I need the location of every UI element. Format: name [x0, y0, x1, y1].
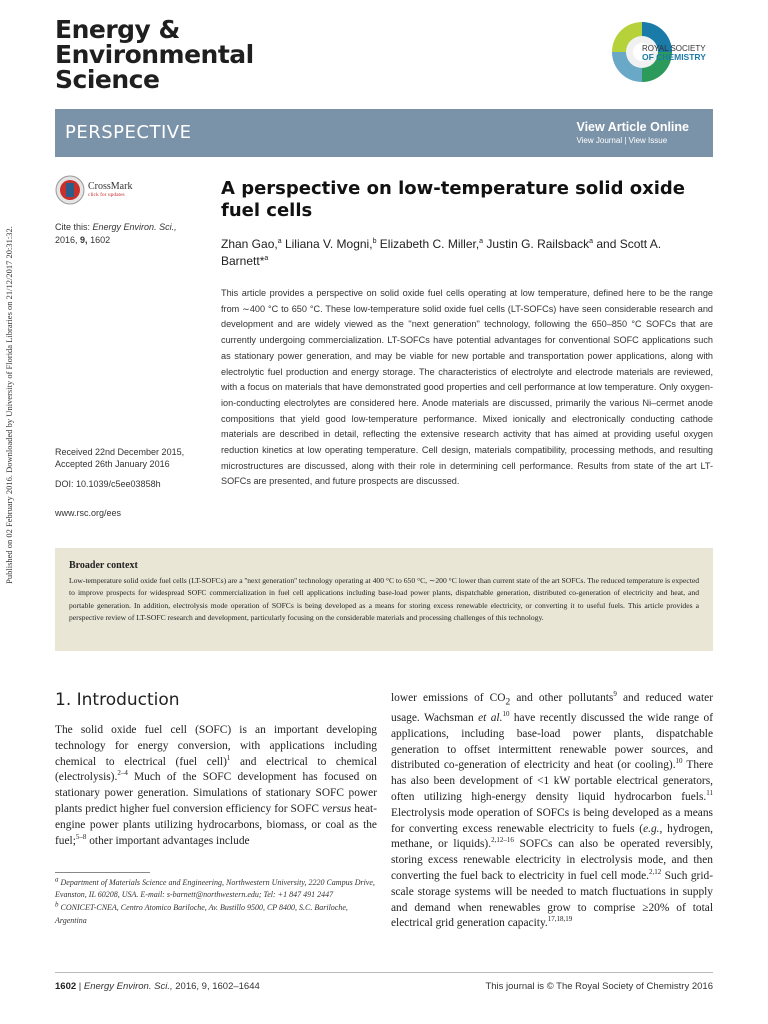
view-journal-issue-links[interactable]: View Journal | View Issue	[576, 136, 668, 145]
page-footer-left	[55, 981, 260, 992]
broader-context-text: Low-temperature solid oxide fuel cells (LT-SOFCs) are a ''next generation'' technology operating at 400 °C to 650 °C, ∼200 °C lower than current state of the art SOFCs. The reduced temperature is expected to improve prospects for widespread SOFC commercialization in fuel cell applications including base-load power plants, dispatchable generation, distributed co-generation of electricity and heat, and portable generation. In addition, electrolysis mode operation of SOFCs is being developed as a means for storing excess renewable electricity, or converting it to useful fuels. This article provides a perspective review of LT-SOFC research and development, particularly focusing on the considerable materials and processing challenges of this technology.	[69, 576, 699, 623]
crossmark-title: CrossMark	[88, 181, 133, 192]
view-article-online-link[interactable]: View Article Online	[576, 120, 689, 134]
footer-journal: Energy Environ. Sci.,	[83, 981, 173, 992]
citation-info	[55, 221, 205, 247]
rsc-logo-line2: OF CHEMISTRY	[642, 52, 706, 62]
broader-context-box	[55, 548, 713, 651]
author-list: Zhan Gao,$^a$ Liliana V. Mogni,$^b$ Elizabeth C. Miller,$^a$ Justin G. Railsback$^a$ and Scott A. Barnett*$^a$	[221, 237, 662, 268]
rsc-logo-line1: ROYAL SOCIETY	[642, 44, 706, 53]
article-type-label: PERSPECTIVE	[65, 122, 192, 143]
body-text-left-column: The solid oxide fuel cell (SOFC) is an important developing technology for energy conversion, with applications including chemical to electrical (fuel cell)$^1$ and electrical to chemical (electrolysis).$^{2-4}$ Much of the SOFC development has focused on stationary power generation. Simulations of stationary SOFC power plants predict higher fuel conversion efficiency for SOFC versus heat-engine power plants utilizing hydrocarbons, biomass, or coal as the fuel;$^{5-8}$ other important advantages include	[55, 724, 377, 847]
cite-pages: 1602	[90, 235, 111, 245]
accepted-date: Accepted 26th January 2016	[55, 459, 170, 469]
copyright-notice: This journal is © The Royal Society of Chemistry 2016	[485, 981, 713, 992]
crossmark-icon[interactable]	[55, 175, 85, 205]
footer-divider	[55, 972, 713, 973]
rsc-logo-text	[642, 44, 706, 62]
journal-website-link[interactable]: www.rsc.org/ees	[55, 508, 122, 518]
cite-journal: Energy Environ. Sci.,	[92, 222, 177, 232]
cite-prefix: Cite this:	[55, 222, 91, 232]
footnote-affiliation-a: $^a$ Department of Materials Science and Engineering, Northwestern University, 2220 Campus Drive, Evanston, IL 60208, USA. E-mail: s-barnett@northwestern.edu; Tel: +1 847 491 2447	[55, 875, 375, 900]
journal-title-line2: Environmental	[55, 40, 254, 69]
doi[interactable]: DOI: 10.1039/c5ee03858h	[55, 479, 161, 489]
journal-title-line3: Science	[55, 65, 160, 94]
abstract: This article provides a perspective on solid oxide fuel cells operating at low temperature, defined here to be the range from ∼400 °C to 650 °C. These low-temperature solid oxide fuel cells (LT-SOFCs) have seen considerable research and development and are widely viewed as the ''next generation'' technology, following the 650–850 °C SOFCs that are currently undergoing commercialization. LT-SOFCs have potential advantages for conventional SOFC applications such as stationary power generation, and may be viable for new portable and transportation power applications, along with electrolytic fuel production and energy storage. The characteristics of electrolyte and electrode materials are reviewed, with a focus on materials that have demonstrated good properties and cell performance at low temperature. Only oxygen-ion-conducting electrolytes are considered here. Anode materials are discussed, primarily the various Ni–cermet anode compositions that yield good low-temperature performance. Mixed ionically and electronically conducting cathode materials are described in detail, reflecting the extensive research activity that has aimed at providing useful oxygen reduction kinetics at low operating temperature. Cell design, materials compatibility, processing methods, and resulting microstructures are discussed, along with their role in determining cell performance. Results from state of the art LT-SOFCs are presented, and future prospects are discussed.	[221, 288, 713, 487]
footnote-affiliation-b: $^b$ CONICET-CNEA, Centro Atomico Bariloche, Av. Bustillo 9500, CP 8400, S.C. Bariloche, Argentina	[55, 900, 348, 925]
crossmark-subtitle: click for updates	[88, 192, 125, 198]
cite-year: 2016,	[55, 235, 78, 245]
journal-title-line1: Energy &	[55, 15, 180, 44]
received-dates	[55, 446, 215, 470]
section-heading-introduction: 1. Introduction	[55, 690, 180, 710]
footer-separator: |	[78, 981, 82, 992]
received-date: Received 22nd December 2015,	[55, 447, 185, 457]
crossmark-label[interactable]	[88, 181, 132, 198]
affiliation-footnotes	[55, 877, 377, 928]
broader-context-title: Broader context	[69, 560, 138, 571]
page-number: 1602	[55, 981, 77, 992]
view-online-block	[576, 120, 689, 145]
article-title: A perspective on low-temperature solid oxide fuel cells	[221, 178, 685, 221]
download-stamp-text: Published on 02 February 2016. Downloaded by University of Florida Libraries on 21/12/2017 20:31:32.	[4, 226, 14, 584]
footnote-divider	[55, 872, 150, 873]
body-text-right-column: lower emissions of $CO_2$ and other pollutants$^9$ and reduced water usage. Wachsman et al.$^{10}$ have recently discussed the wide range of applications, including base-load power plants, dispatchable generation to offset intermittent renewable power sources, and distributed co-generation of electricity and heat (or cooling).$^{10}$ There has also been development of <1 kW portable electrical generators, often utilizing high-energy density liquid hydrocarbon fuels.$^{11}$ Electrolysis mode operation of SOFCs is being developed as a means for converting excess renewable electricity to fuels (e.g., hydrogen, methane, or liquids).$^{2,12-16}$ SOFCs can also be operated reversibly, storing excess renewable electricity in electrolysis mode, and then converting the fuel back to electricity in fuel cell mode.$^{2,12}$ Such grid-scale storage systems will be needed to match fluctuations in supply and demand when renewables grow to comprise ≥20% of total electrical grid generation capacity.$^{17,18,19}$	[391, 690, 713, 930]
article-type-banner	[55, 109, 713, 157]
cite-volume: 9,	[80, 235, 88, 245]
journal-title	[55, 17, 254, 92]
footer-year-volume: 2016, 9, 1602–1644	[175, 981, 260, 992]
download-stamp	[4, 185, 18, 625]
